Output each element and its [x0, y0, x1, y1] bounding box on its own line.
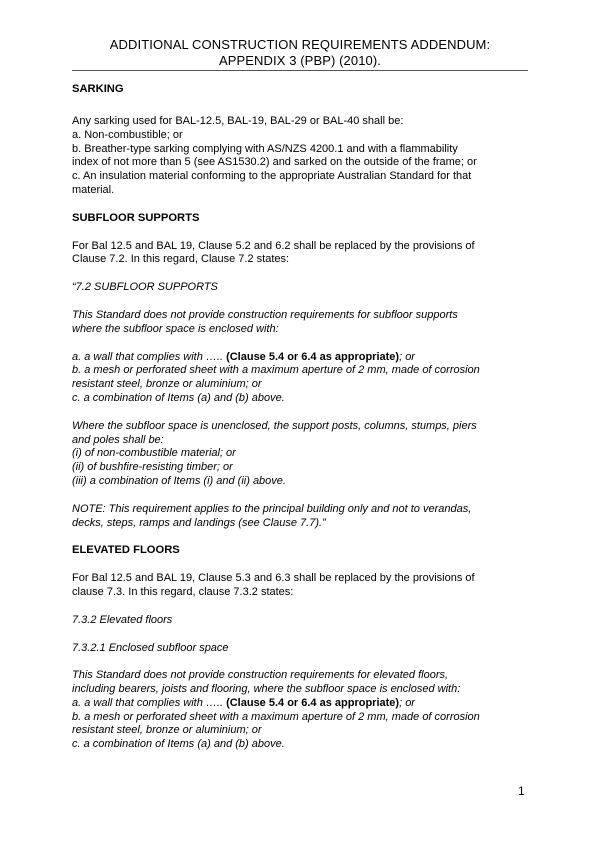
- elevated-item-a-text: a. a wall that complies with …..: [72, 696, 227, 709]
- subfloor-unenclosed-line1: Where the subfloor space is unenclosed, the support posts, columns, stumps, piers: [72, 419, 477, 432]
- subfloor-note-line2: decks, steps, ramps and landings (see Clause 7.7).”: [72, 516, 326, 529]
- header-rule: [72, 70, 528, 71]
- elevated-para-line1: For Bal 12.5 and BAL 19, Clause 5.3 and 6.3 shall be replaced by the provisions of: [72, 572, 475, 585]
- document-header: [72, 37, 528, 69]
- subfloor-standard-line2: where the subfloor space is enclosed with:: [72, 322, 279, 335]
- elevated-item-a-clause: (Clause 5.4 or 6.4 as appropriate): [226, 696, 400, 709]
- elevated-standard-line2: including bearers, joists and flooring, where the subfloor space is enclosed with:: [72, 683, 461, 696]
- section-heading-subfloor-supports: SUBFLOOR SUPPORTS: [72, 211, 200, 224]
- sarking-item-b-line1: b. Breather-type sarking complying with AS/NZS 4200.1 and with a flammability: [72, 142, 458, 155]
- sarking-item-c-line2: material.: [72, 183, 115, 196]
- elevated-item-a-suffix: ; or: [399, 696, 415, 709]
- subfloor-item-iii: (iii) a combination of Items (i) and (ii) above.: [72, 474, 286, 487]
- header-title-line2: APPENDIX 3 (PBP) (2010).: [218, 53, 382, 68]
- header-title-line1: ADDITIONAL CONSTRUCTION REQUIREMENTS ADDENDUM:: [109, 37, 491, 52]
- page-number: 1: [518, 784, 525, 798]
- elevated-standard-line1: This Standard does not provide construction requirements for elevated floors,: [72, 669, 449, 682]
- subfloor-item-c: c. a combination of Items (a) and (b) above.: [72, 391, 285, 404]
- elevated-para-line2: clause 7.3. In this regard, clause 7.3.2 states:: [72, 585, 294, 598]
- sarking-item-a: a. Non-combustible; or: [72, 128, 183, 141]
- subfloor-item-b-line2: resistant steel, bronze or aluminium; or: [72, 378, 262, 391]
- subfloor-para-line2: Clause 7.2. In this regard, Clause 7.2 states:: [72, 253, 290, 266]
- subfloor-item-ii: (ii) of bushfire-resisting timber; or: [72, 461, 233, 474]
- elevated-item-b-line1: b. a mesh or perforated sheet with a maximum aperture of 2 mm, made of corrosion: [72, 710, 480, 723]
- subfloor-item-b-line1: b. a mesh or perforated sheet with a maximum aperture of 2 mm, made of corrosion: [72, 364, 480, 377]
- subfloor-standard-line1: This Standard does not provide construction requirements for subfloor supports: [72, 308, 458, 321]
- subfloor-item-a: [72, 351, 532, 365]
- elevated-item-b-line2: resistant steel, bronze or aluminium; or: [72, 724, 262, 737]
- sarking-item-c-line1: c. An insulation material conforming to the appropriate Australian Standard for that: [72, 170, 472, 183]
- elevated-subheading-7-3-2-1: 7.3.2.1 Enclosed subfloor space: [72, 641, 229, 654]
- section-heading-elevated-floors: ELEVATED FLOORS: [72, 544, 180, 557]
- subfloor-unenclosed-line2: and poles shall be:: [72, 433, 164, 446]
- subfloor-item-a-suffix: ; or: [399, 350, 415, 363]
- subfloor-para-line1: For Bal 12.5 and BAL 19, Clause 5.2 and 6.2 shall be replaced by the provisions of: [72, 239, 475, 252]
- sarking-item-b-line2: index of not more than 5 (see AS1530.2) and sarked on the outside of the frame; or: [72, 156, 477, 169]
- subfloor-item-a-text: a. a wall that complies with …..: [72, 350, 227, 363]
- subfloor-item-a-clause: (Clause 5.4 or 6.4 as appropriate): [226, 350, 400, 363]
- subfloor-item-i: (i) of non-combustible material; or: [72, 447, 236, 460]
- elevated-item-a: [72, 697, 532, 711]
- elevated-subheading-7-3-2: 7.3.2 Elevated floors: [72, 613, 173, 626]
- sarking-intro: Any sarking used for BAL-12.5, BAL-19, BAL-29 or BAL-40 shall be:: [72, 114, 404, 127]
- subfloor-quote-title: “7.2 SUBFLOOR SUPPORTS: [72, 281, 218, 294]
- document-body: [72, 83, 532, 752]
- elevated-item-c: c. a combination of Items (a) and (b) above.: [72, 738, 285, 751]
- subfloor-note-line1: NOTE: This requirement applies to the principal building only and not to verandas,: [72, 502, 472, 515]
- section-heading-sarking: SARKING: [72, 83, 124, 95]
